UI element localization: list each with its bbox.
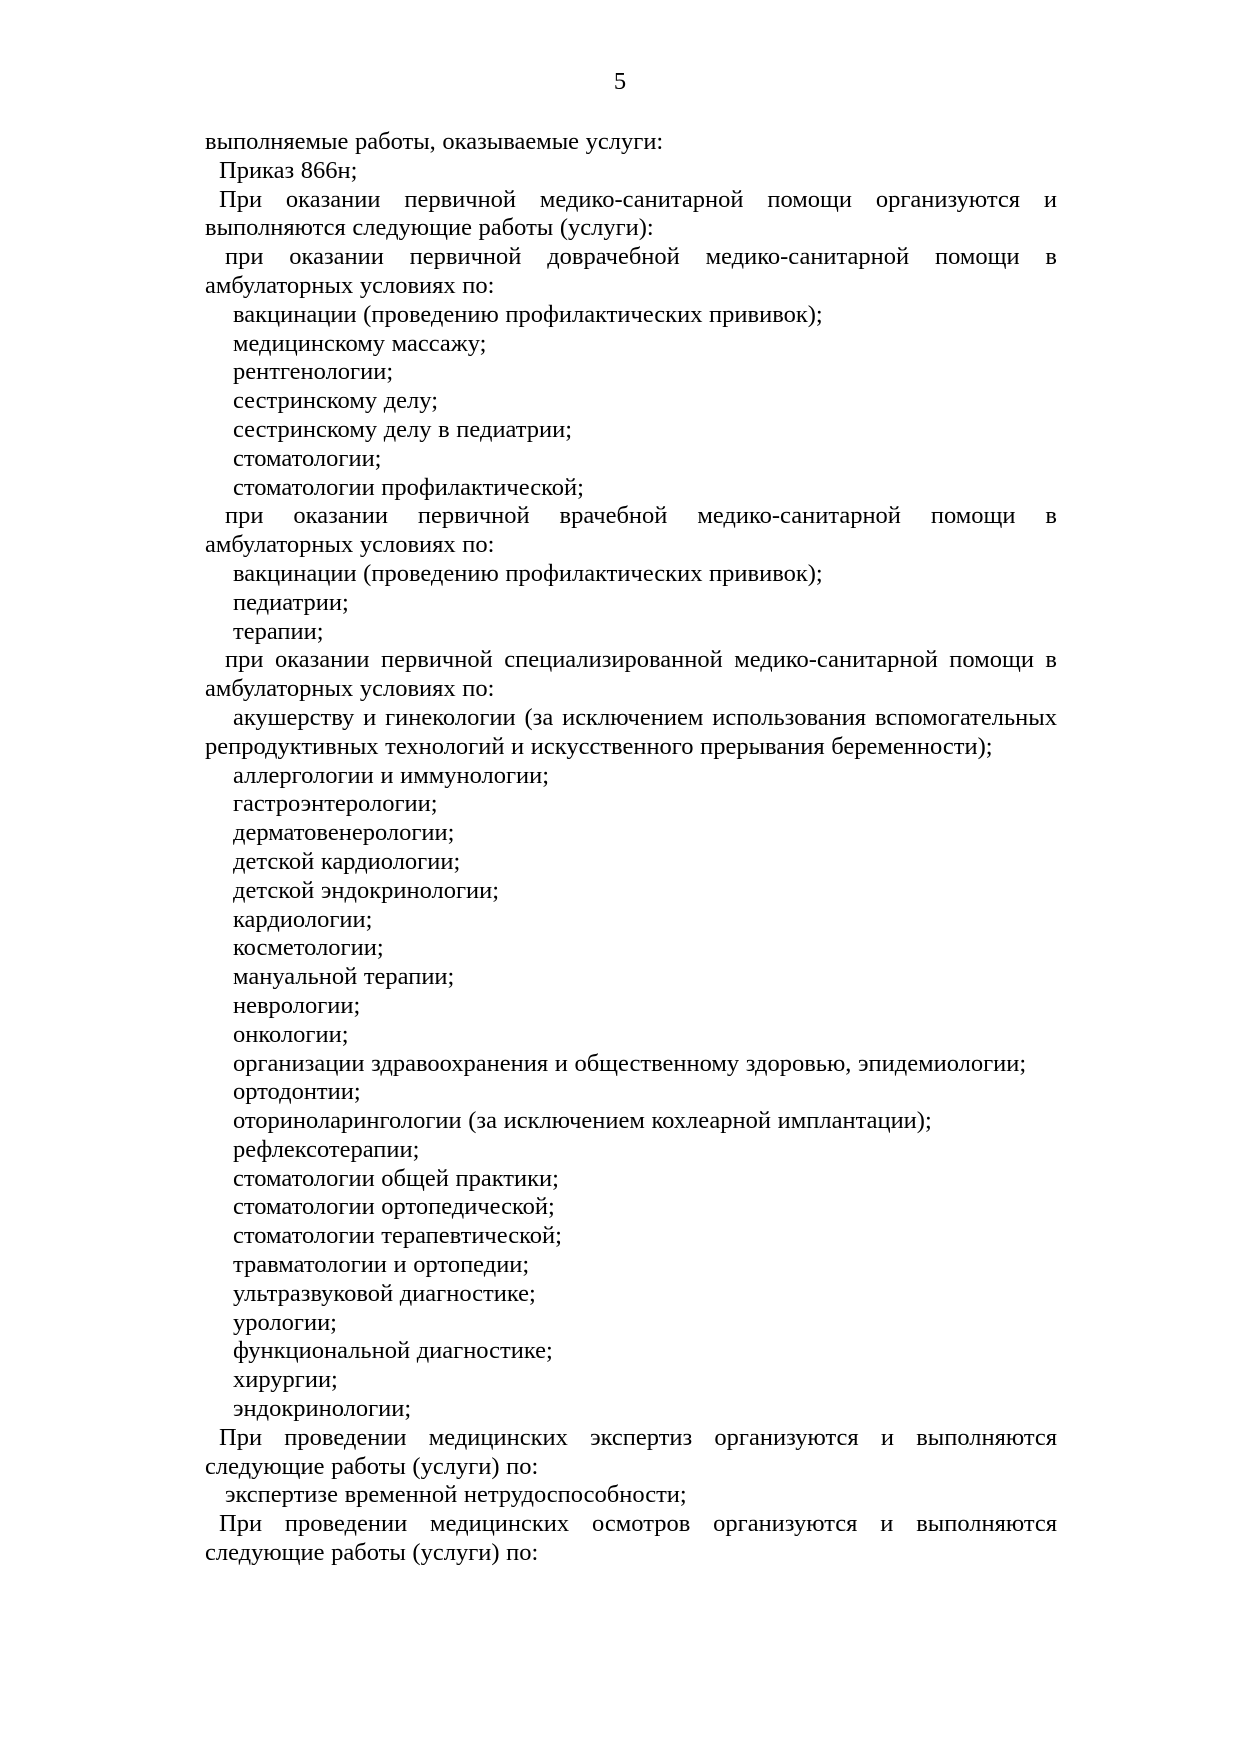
paragraph: при оказании первичной врачебной медико-санитарной помощи в амбулаторных условиях по:	[205, 502, 1057, 559]
paragraph: оториноларингологии (за исключением кохлеарной имплантации);	[233, 1107, 932, 1135]
paragraph: косметологии;	[233, 934, 384, 962]
paragraph: стоматологии общей практики;	[233, 1164, 559, 1192]
paragraph: при оказании первичной доврачебной медико-санитарной помощи в амбулаторных условиях по:	[205, 243, 1057, 299]
paragraph: ортодонтии;	[233, 1078, 361, 1106]
paragraph: неврологии;	[233, 991, 361, 1019]
paragraph: стоматологии;	[233, 444, 382, 472]
paragraph: сестринскому делу;	[233, 387, 438, 415]
paragraph: акушерству и гинекологии (за исключением использования вспомогательных репродуктивных технологий и искусственного прерывания беременности);	[205, 703, 1057, 760]
paragraph: детской кардиологии;	[233, 847, 461, 875]
paragraph: гастроэнтерологии;	[233, 790, 438, 818]
paragraph: терапии;	[233, 617, 324, 645]
paragraph: ультразвуковой диагностике;	[233, 1279, 536, 1307]
paragraph: При проведении медицинских экспертиз организуются и выполняются следующие работы (услуги) по:	[205, 1423, 1057, 1480]
paragraph: При оказании первичной медико-санитарной помощи организуются и выполняются следующие работы (услуги):	[205, 185, 1057, 242]
paragraph: аллергологии и иммунологии;	[233, 761, 550, 789]
paragraph: рефлексотерапии;	[233, 1135, 420, 1163]
page-number: 5	[613, 68, 627, 95]
paragraph: организации здравоохранения и общественному здоровью, эпидемиологии;	[233, 1049, 1027, 1077]
paragraph: экспертизе временной нетрудоспособности;	[225, 1481, 687, 1509]
paragraph: детской эндокринологии;	[233, 876, 500, 904]
paragraph: стоматологии ортопедической;	[233, 1193, 555, 1221]
paragraph: стоматологии терапевтической;	[233, 1222, 562, 1250]
paragraph: дерматовенерологии;	[233, 819, 455, 847]
paragraph: рентгенологии;	[233, 358, 394, 386]
paragraph: Приказ 866н;	[219, 156, 358, 184]
paragraph: кардиологии;	[233, 905, 373, 933]
paragraph: мануальной терапии;	[233, 963, 455, 991]
paragraph: хирургии;	[233, 1366, 338, 1394]
paragraph: При проведении медицинских осмотров организуются и выполняются следующие работы (услуги) по:	[205, 1510, 1057, 1567]
document-body	[205, 128, 1057, 1568]
paragraph: при оказании первичной специализированной медико-санитарной помощи в амбулаторных условиях по:	[205, 646, 1057, 703]
paragraph: урологии;	[233, 1308, 337, 1336]
paragraph: вакцинации (проведению профилактических прививок);	[233, 300, 823, 328]
paragraph: травматологии и ортопедии;	[233, 1251, 530, 1279]
paragraph: стоматологии профилактической;	[233, 473, 584, 501]
paragraph: вакцинации (проведению профилактических прививок);	[233, 559, 823, 587]
paragraph: выполняемые работы, оказываемые услуги:	[205, 128, 664, 155]
paragraph: эндокринологии;	[233, 1395, 412, 1423]
paragraph: педиатрии;	[233, 588, 349, 616]
paragraph: онкологии;	[233, 1020, 349, 1048]
paragraph: медицинскому массажу;	[233, 329, 487, 357]
paragraph: сестринскому делу в педиатрии;	[233, 415, 573, 443]
paragraph: функциональной диагностике;	[233, 1337, 553, 1365]
